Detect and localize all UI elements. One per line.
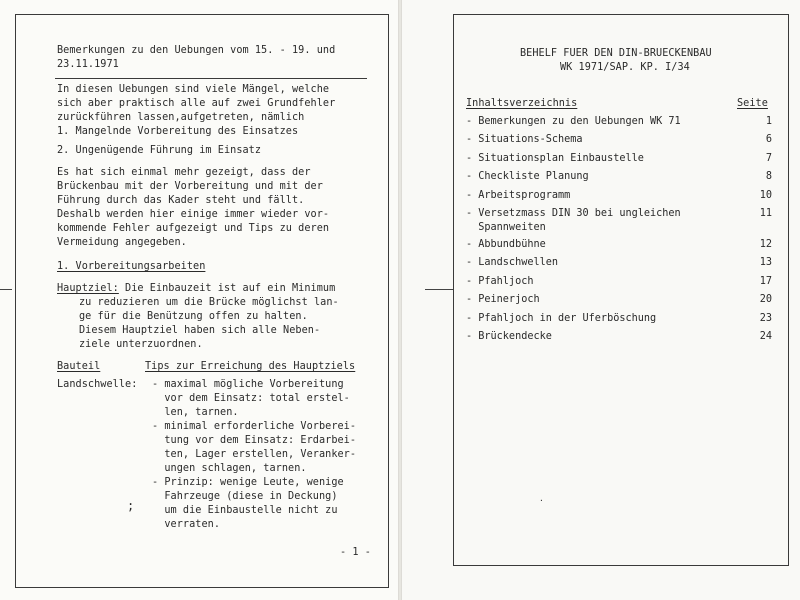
intro-line-1: In diesen Uebungen sind viele Mängel, welche [57, 84, 330, 95]
hauptziel-text: Die Einbauzeit ist auf ein Minimum [118, 283, 336, 294]
intro-line-3: zurückführen lassen,aufgetreten, nämlich [57, 112, 305, 123]
paragraph-line: Es hat sich einmal mehr gezeigt, dass der [57, 167, 311, 178]
paragraph-line: Brückenbau mit der Vorbereitung und mit der [57, 181, 323, 192]
tip-line: Fahrzeuge (diese in Deckung) [152, 491, 338, 502]
page-number: - 1 - [340, 547, 371, 558]
paragraph-line: Vermeidung angegeben. [57, 237, 187, 248]
document-title-line-1: BEHELF FUER DEN DIN-BRUECKENBAU [520, 48, 712, 59]
hauptziel-label: Hauptziel: [57, 283, 119, 294]
column-header-bauteil: Bauteil [57, 361, 101, 372]
toc-entry-title: - Landschwellen [466, 257, 559, 268]
tip-line: - Prinzip: wenige Leute, wenige [152, 477, 344, 488]
toc-entry-page: 8 [765, 171, 772, 182]
tip-line: - minimal erforderliche Vorberei- [152, 421, 357, 432]
paragraph-line: Deshalb werden hier einige immer wieder vor- [57, 209, 330, 220]
toc-entry [466, 207, 772, 235]
toc-entry-page: 1 [765, 116, 772, 127]
hauptziel-line [57, 282, 335, 296]
column-header-tips: Tips zur Erreichung des Hauptziels [145, 361, 356, 372]
toc-entry-page: 13 [759, 257, 772, 268]
toc-entry-title: - Bemerkungen zu den Uebungen WK 71 [466, 116, 681, 127]
heading-line-1: Bemerkungen zu den Uebungen vom 15. - 19. und [57, 45, 336, 56]
toc-entry-page: 23 [759, 313, 772, 324]
hauptziel-line: zu reduzieren um die Brücke möglichst lan- [79, 297, 339, 308]
toc-entry-title: - Pfahljoch in der Uferböschung [466, 313, 657, 324]
toc-entry-page: 12 [759, 239, 772, 250]
tip-line: tung vor dem Einsatz: Erdarbei- [152, 435, 357, 446]
hauptziel-line: Diesem Hauptziel haben sich alle Neben- [79, 325, 321, 336]
stray-mark: ; [127, 499, 135, 513]
toc-entry-page: 6 [765, 134, 772, 145]
hauptziel-line: ge für die Benützung offen zu halten. [79, 311, 308, 322]
heading-line-2: 23.11.1971 [57, 59, 119, 70]
hauptziel-line: ziele unterzuordnen. [79, 339, 203, 350]
tip-line: - maximal mögliche Vorbereitung [152, 379, 344, 390]
tip-line: ungen schlagen, tarnen. [152, 463, 307, 474]
margin-mark [425, 289, 453, 290]
toc-entry-title: - Situations-Schema [466, 134, 583, 145]
tip-line: vor dem Einsatz: total erstel- [152, 393, 350, 404]
toc-entry-page: 17 [759, 276, 772, 287]
document-title-line-2: WK 1971/SAP. KP. I/34 [560, 62, 690, 73]
toc-entry-title: - Versetzmass DIN 30 bei ungleichen Spannweiten [466, 208, 681, 233]
list-item: 2. Ungenügende Führung im Einsatz [57, 145, 262, 156]
intro-line-2: sich aber praktisch alle auf zwei Grundfehler [57, 98, 336, 109]
toc-entry-page: 24 [759, 331, 772, 342]
toc-entry-page: 20 [759, 294, 772, 305]
paragraph-line: Führung durch das Kader steht und fällt. [57, 195, 305, 206]
paragraph-line: kommende Fehler aufgezeigt und Tips zu deren [57, 223, 330, 234]
tip-line: verraten. [152, 519, 221, 530]
toc-entry-title: - Checkliste Planung [466, 171, 589, 182]
list-item: 1. Mangelnde Vorbereitung des Einsatzes [57, 126, 299, 137]
toc-entry-title: - Brückendecke [466, 331, 552, 342]
toc-entry-title: - Abbundbühne [466, 239, 546, 250]
stray-mark: · [539, 496, 544, 505]
margin-mark [0, 289, 12, 290]
toc-entry-page: 10 [759, 190, 772, 201]
heading-rule [55, 78, 367, 79]
toc-page-header: Seite [737, 98, 768, 109]
tip-line: len, tarnen. [152, 407, 239, 418]
tip-line: um die Einbaustelle nicht zu [152, 505, 338, 516]
toc-entry-title: - Pfahljoch [466, 276, 534, 287]
landschwelle-label: Landschwelle: [57, 379, 138, 390]
page-gutter [398, 0, 402, 600]
toc-entry-title: - Situationsplan Einbaustelle [466, 153, 644, 164]
tip-line: ten, Lager erstellen, Veranker- [152, 449, 357, 460]
toc-header: Inhaltsverzeichnis [466, 98, 578, 109]
section-title: 1. Vorbereitungsarbeiten [57, 261, 206, 272]
toc-entry-page: 11 [759, 208, 772, 219]
toc-entry-page: 7 [765, 153, 772, 164]
toc-entry-title: - Arbeitsprogramm [466, 190, 571, 201]
toc-entry-title: - Peinerjoch [466, 294, 540, 305]
